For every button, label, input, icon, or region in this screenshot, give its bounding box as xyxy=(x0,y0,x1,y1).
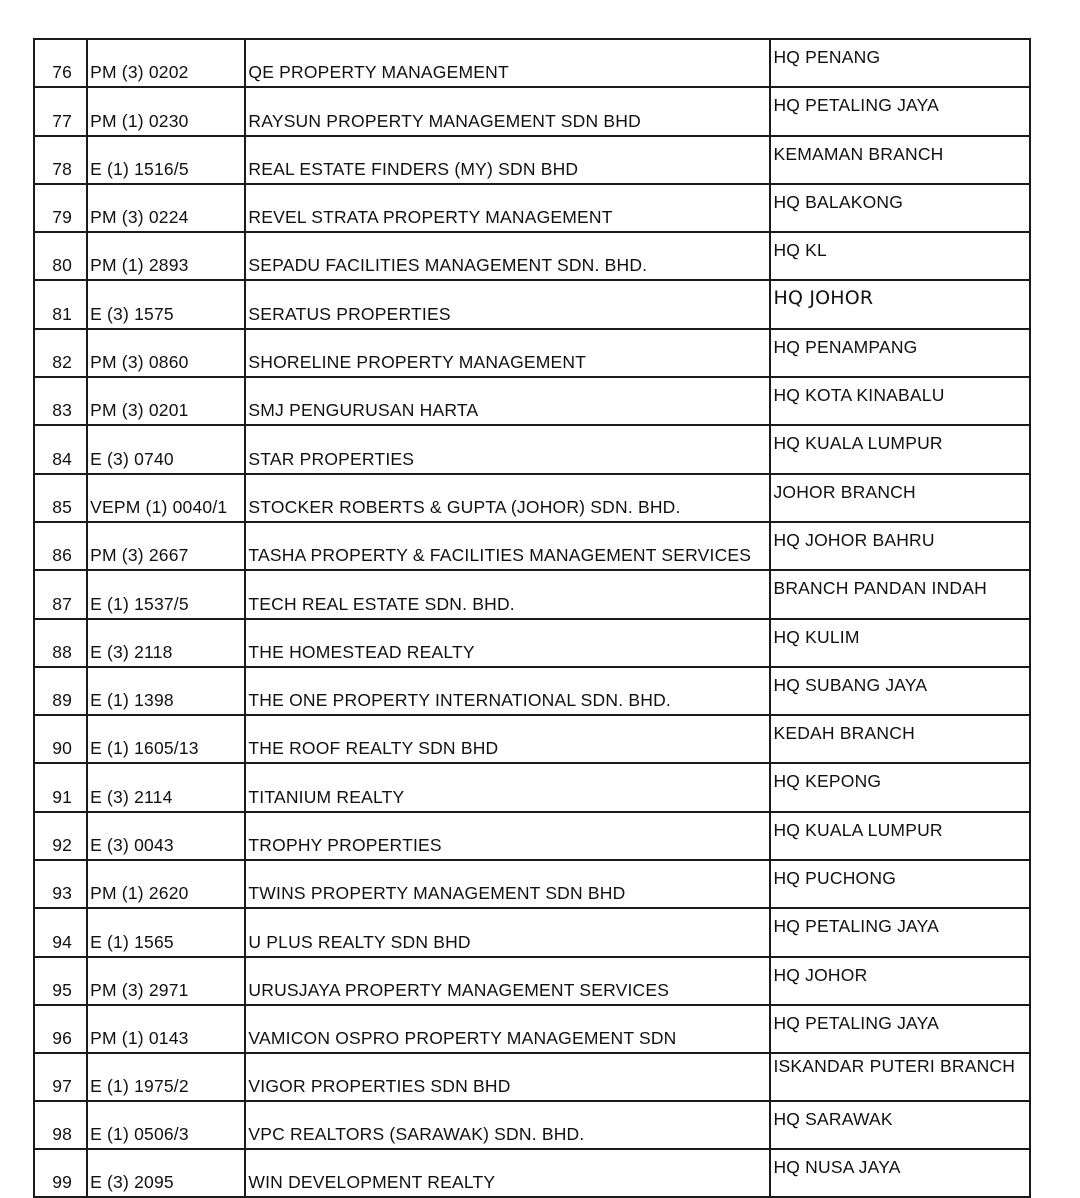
table-row xyxy=(34,184,1030,232)
branch-location: KEDAH BRANCH xyxy=(770,715,1030,763)
branch-location: HQ KEPONG xyxy=(770,763,1030,811)
row-number: 76 xyxy=(34,39,87,87)
company-name: TITANIUM REALTY xyxy=(245,763,770,811)
branch-location: HQ JOHOR xyxy=(770,280,1030,328)
company-name: REVEL STRATA PROPERTY MANAGEMENT xyxy=(245,184,770,232)
table-row xyxy=(34,860,1030,908)
registration-number: PM (3) 0224 xyxy=(87,184,245,232)
registration-number: PM (3) 0201 xyxy=(87,377,245,425)
registration-number: VEPM (1) 0040/1 xyxy=(87,474,245,522)
company-name: THE ONE PROPERTY INTERNATIONAL SDN. BHD. xyxy=(245,667,770,715)
row-number: 97 xyxy=(34,1053,87,1100)
table-row xyxy=(34,715,1030,763)
branch-location: HQ SUBANG JAYA xyxy=(770,667,1030,715)
table-row xyxy=(34,957,1030,1005)
branch-location: HQ PETALING JAYA xyxy=(770,1005,1030,1053)
branch-location: HQ BALAKONG xyxy=(770,184,1030,232)
row-number: 79 xyxy=(34,184,87,232)
row-number: 85 xyxy=(34,474,87,522)
company-name: TASHA PROPERTY & FACILITIES MANAGEMENT SERVICES xyxy=(245,522,770,570)
table-row xyxy=(34,474,1030,522)
registration-number: E (1) 1537/5 xyxy=(87,570,245,618)
company-name: THE HOMESTEAD REALTY xyxy=(245,619,770,667)
company-name: TROPHY PROPERTIES xyxy=(245,812,770,860)
branch-location: HQ NUSA JAYA xyxy=(770,1149,1030,1197)
company-name: TWINS PROPERTY MANAGEMENT SDN BHD xyxy=(245,860,770,908)
registration-number: E (3) 2095 xyxy=(87,1149,245,1197)
table-row xyxy=(34,1101,1030,1149)
registration-number: E (3) 0043 xyxy=(87,812,245,860)
row-number: 78 xyxy=(34,136,87,184)
registration-number: E (3) 1575 xyxy=(87,280,245,328)
branch-location: HQ KOTA KINABALU xyxy=(770,377,1030,425)
company-name: STAR PROPERTIES xyxy=(245,425,770,473)
branch-location: HQ JOHOR xyxy=(770,957,1030,1005)
table-row xyxy=(34,425,1030,473)
company-name: WIN DEVELOPMENT REALTY xyxy=(245,1149,770,1197)
registration-number: E (1) 1605/13 xyxy=(87,715,245,763)
row-number: 89 xyxy=(34,667,87,715)
branch-location: HQ KULIM xyxy=(770,619,1030,667)
branch-location: JOHOR BRANCH xyxy=(770,474,1030,522)
table-row xyxy=(34,908,1030,956)
agency-table xyxy=(33,38,1031,1198)
branch-location: HQ PETALING JAYA xyxy=(770,908,1030,956)
branch-location: HQ PETALING JAYA xyxy=(770,87,1030,135)
registration-number: E (3) 2118 xyxy=(87,619,245,667)
table-row xyxy=(34,522,1030,570)
branch-location: HQ SARAWAK xyxy=(770,1101,1030,1149)
branch-location: HQ KUALA LUMPUR xyxy=(770,812,1030,860)
company-name: RAYSUN PROPERTY MANAGEMENT SDN BHD xyxy=(245,87,770,135)
table-row xyxy=(34,570,1030,618)
row-number: 88 xyxy=(34,619,87,667)
row-number: 90 xyxy=(34,715,87,763)
company-name: VIGOR PROPERTIES SDN BHD xyxy=(245,1053,770,1100)
branch-location: BRANCH PANDAN INDAH xyxy=(770,570,1030,618)
registration-number: E (1) 1398 xyxy=(87,667,245,715)
company-name: URUSJAYA PROPERTY MANAGEMENT SERVICES xyxy=(245,957,770,1005)
branch-location: HQ PUCHONG xyxy=(770,860,1030,908)
company-name: VPC REALTORS (SARAWAK) SDN. BHD. xyxy=(245,1101,770,1149)
row-number: 86 xyxy=(34,522,87,570)
registration-number: E (3) 2114 xyxy=(87,763,245,811)
branch-location: HQ KUALA LUMPUR xyxy=(770,425,1030,473)
table-row xyxy=(34,280,1030,328)
company-name: SERATUS PROPERTIES xyxy=(245,280,770,328)
company-name: U PLUS REALTY SDN BHD xyxy=(245,908,770,956)
row-number: 92 xyxy=(34,812,87,860)
company-name: REAL ESTATE FINDERS (MY) SDN BHD xyxy=(245,136,770,184)
row-number: 82 xyxy=(34,329,87,377)
registration-number: PM (1) 0143 xyxy=(87,1005,245,1053)
registration-number: E (1) 0506/3 xyxy=(87,1101,245,1149)
branch-location: HQ PENANG xyxy=(770,39,1030,87)
table-row xyxy=(34,136,1030,184)
registration-number: PM (3) 0202 xyxy=(87,39,245,87)
row-number: 80 xyxy=(34,232,87,280)
row-number: 94 xyxy=(34,908,87,956)
table-row xyxy=(34,763,1030,811)
row-number: 84 xyxy=(34,425,87,473)
company-name: TECH REAL ESTATE SDN. BHD. xyxy=(245,570,770,618)
table-row xyxy=(34,87,1030,135)
table-row xyxy=(34,1005,1030,1053)
company-name: QE PROPERTY MANAGEMENT xyxy=(245,39,770,87)
row-number: 83 xyxy=(34,377,87,425)
row-number: 81 xyxy=(34,280,87,328)
table-row xyxy=(34,232,1030,280)
table-row xyxy=(34,812,1030,860)
company-name: STOCKER ROBERTS & GUPTA (JOHOR) SDN. BHD. xyxy=(245,474,770,522)
registration-number: PM (1) 0230 xyxy=(87,87,245,135)
company-name: SMJ PENGURUSAN HARTA xyxy=(245,377,770,425)
row-number: 95 xyxy=(34,957,87,1005)
row-number: 91 xyxy=(34,763,87,811)
table-row xyxy=(34,39,1030,87)
table-row xyxy=(34,1053,1030,1100)
table-body xyxy=(34,39,1030,1197)
registration-number: E (1) 1975/2 xyxy=(87,1053,245,1100)
branch-location: HQ KL xyxy=(770,232,1030,280)
registration-number: E (3) 0740 xyxy=(87,425,245,473)
registration-number: E (1) 1516/5 xyxy=(87,136,245,184)
registration-number: PM (1) 2893 xyxy=(87,232,245,280)
company-name: THE ROOF REALTY SDN BHD xyxy=(245,715,770,763)
company-name: SHORELINE PROPERTY MANAGEMENT xyxy=(245,329,770,377)
company-name: VAMICON OSPRO PROPERTY MANAGEMENT SDN xyxy=(245,1005,770,1053)
branch-location: HQ PENAMPANG xyxy=(770,329,1030,377)
table-row xyxy=(34,377,1030,425)
company-name: SEPADU FACILITIES MANAGEMENT SDN. BHD. xyxy=(245,232,770,280)
registration-number: PM (3) 0860 xyxy=(87,329,245,377)
branch-location: KEMAMAN BRANCH xyxy=(770,136,1030,184)
row-number: 96 xyxy=(34,1005,87,1053)
registration-number: PM (1) 2620 xyxy=(87,860,245,908)
branch-location: HQ JOHOR BAHRU xyxy=(770,522,1030,570)
registration-number: PM (3) 2667 xyxy=(87,522,245,570)
branch-location: ISKANDAR PUTERI BRANCH xyxy=(770,1053,1030,1100)
row-number: 99 xyxy=(34,1149,87,1197)
table-row xyxy=(34,329,1030,377)
table-row xyxy=(34,619,1030,667)
table-row xyxy=(34,1149,1030,1197)
table-row xyxy=(34,667,1030,715)
registration-number: E (1) 1565 xyxy=(87,908,245,956)
row-number: 93 xyxy=(34,860,87,908)
row-number: 87 xyxy=(34,570,87,618)
row-number: 98 xyxy=(34,1101,87,1149)
row-number: 77 xyxy=(34,87,87,135)
registration-number: PM (3) 2971 xyxy=(87,957,245,1005)
